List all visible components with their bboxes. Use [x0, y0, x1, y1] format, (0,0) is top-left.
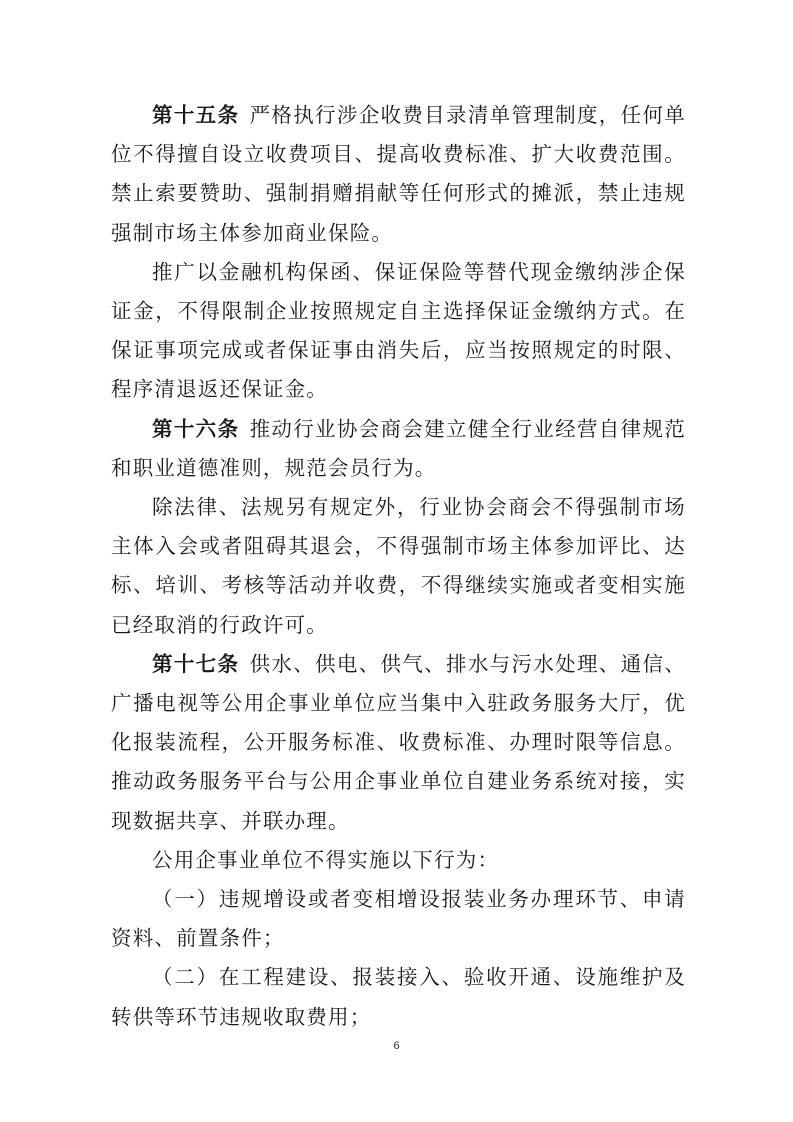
paragraph-text: 严格执行涉企收费目录清单管理制度，任何单位不得擅自设立收费项目、提高收费标准、扩大收费范围。禁止索要赞助、强制捐赠捐献等任何形式的摊派，禁止违规强制市场主体参加商业保险。: [111, 103, 686, 245]
article-number: 第十五条: [152, 103, 240, 127]
paragraph-article-17: [111, 645, 686, 841]
paragraph-guarantee-deposit: [111, 253, 686, 410]
paragraph-article-16: [111, 410, 686, 488]
paragraph-item-2: [111, 958, 686, 1036]
paragraph-association-rules: [111, 488, 686, 645]
paragraph-text: 推动行业协会商会建立健全行业经营自律规范和职业道德准则，规范会员行为。: [111, 416, 686, 480]
paragraph-item-1: [111, 880, 686, 958]
article-number: 第十七条: [152, 651, 240, 676]
paragraph-article-15: [111, 96, 686, 253]
paragraph-text: 公用企事业单位不得实施以下行为：: [152, 847, 500, 872]
paragraph-text: （一）违规增设或者变相增设报装业务办理环节、申请资料、前置条件；: [111, 887, 686, 951]
paragraph-text: （二）在工程建设、报装接入、验收开通、设施维护及转供等环节违规收取费用；: [111, 965, 686, 1029]
paragraph-prohibited-intro: [111, 841, 686, 880]
paragraph-text: 除法律、法规另有规定外，行业协会商会不得强制市场主体入会或者阻碍其退会，不得强制市场主体参加评比、达标、培训、考核等活动并收费，不得继续实施或者变相实施已经取消的行政许可。: [111, 495, 686, 637]
document-body: [111, 96, 686, 1037]
article-number: 第十六条: [152, 416, 240, 441]
paragraph-text: 推广以金融机构保函、保证保险等替代现金缴纳涉企保证金，不得限制企业按照规定自主选择保证金缴纳方式。在保证事项完成或者保证事由消失后，应当按照规定的时限、程序清退返还保证金。: [111, 259, 686, 402]
page-number: 6: [393, 1040, 400, 1052]
paragraph-text: 供水、供电、供气、排水与污水处理、通信、广播电视等公用企事业单位应当集中入驻政务服务大厅，优化报装流程，公开服务标准、收费标准、办理时限等信息。推动政务服务平台与公用企事业单位自建业务系统对接，实现数据共享、并联办理。: [111, 651, 686, 833]
